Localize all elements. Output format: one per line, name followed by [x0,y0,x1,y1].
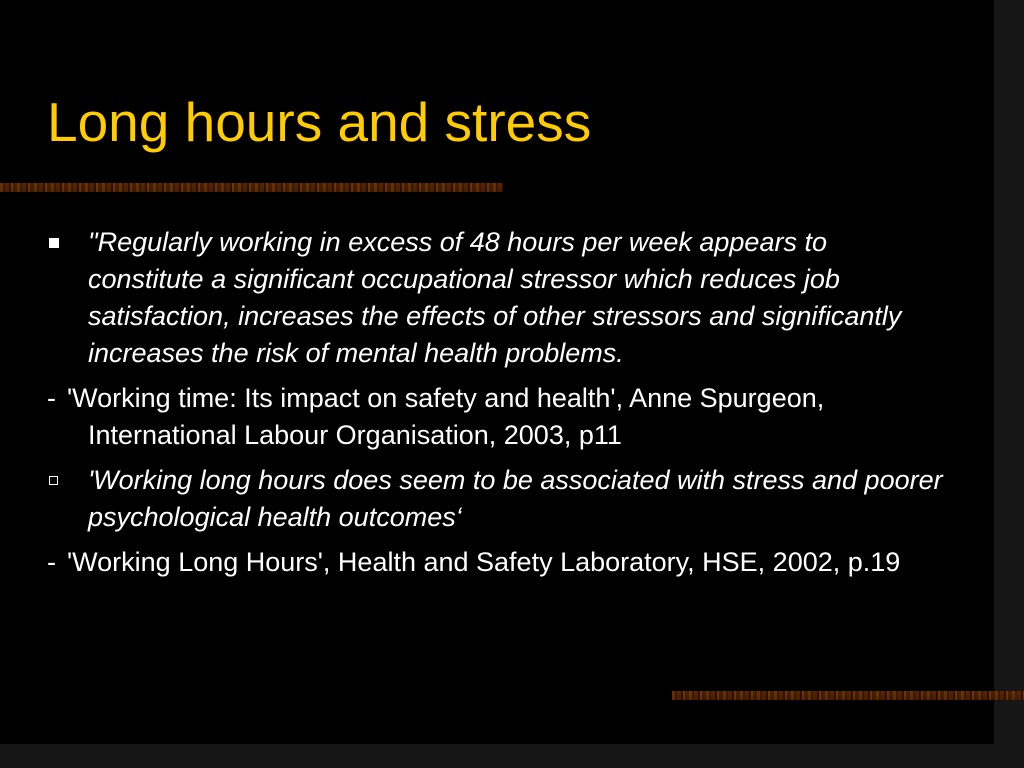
citation-2-text: 'Working Long Hours', Health and Safety Laboratory, HSE, 2002, p.19 [67,547,901,577]
citation-1 [47,380,947,454]
citation-1-dash: - [47,383,56,413]
citation-2-dash: - [47,547,56,577]
filled-square-bullet-icon [49,238,59,248]
slide-title: Long hours and stress [47,91,592,153]
quote-1-text: "Regularly working in excess of 48 hours per week appears to constitute a significant occupational stressor which reduces job satisfaction, increases the effects of other stressors and significantly increases the risk of mental health problems. [88,227,902,368]
quote-2-text: 'Working long hours does seem to be associated with stress and poorer psychological health outcomes‘ [88,465,943,532]
title-divider-rule [0,183,503,192]
citation-2 [47,544,947,581]
bullet-item-quote-1 [47,224,947,372]
citation-1-text: 'Working time: Its impact on safety and health', Anne Spurgeon, International Labour Organisation, 2003, p11 [67,383,825,450]
hollow-square-bullet-icon [49,476,58,485]
bullet-item-quote-2 [47,462,947,536]
slide-body [47,224,947,589]
slide-edge-bottom [0,744,1024,768]
slide-edge-right [994,0,1024,768]
footer-divider-rule [672,691,1024,700]
